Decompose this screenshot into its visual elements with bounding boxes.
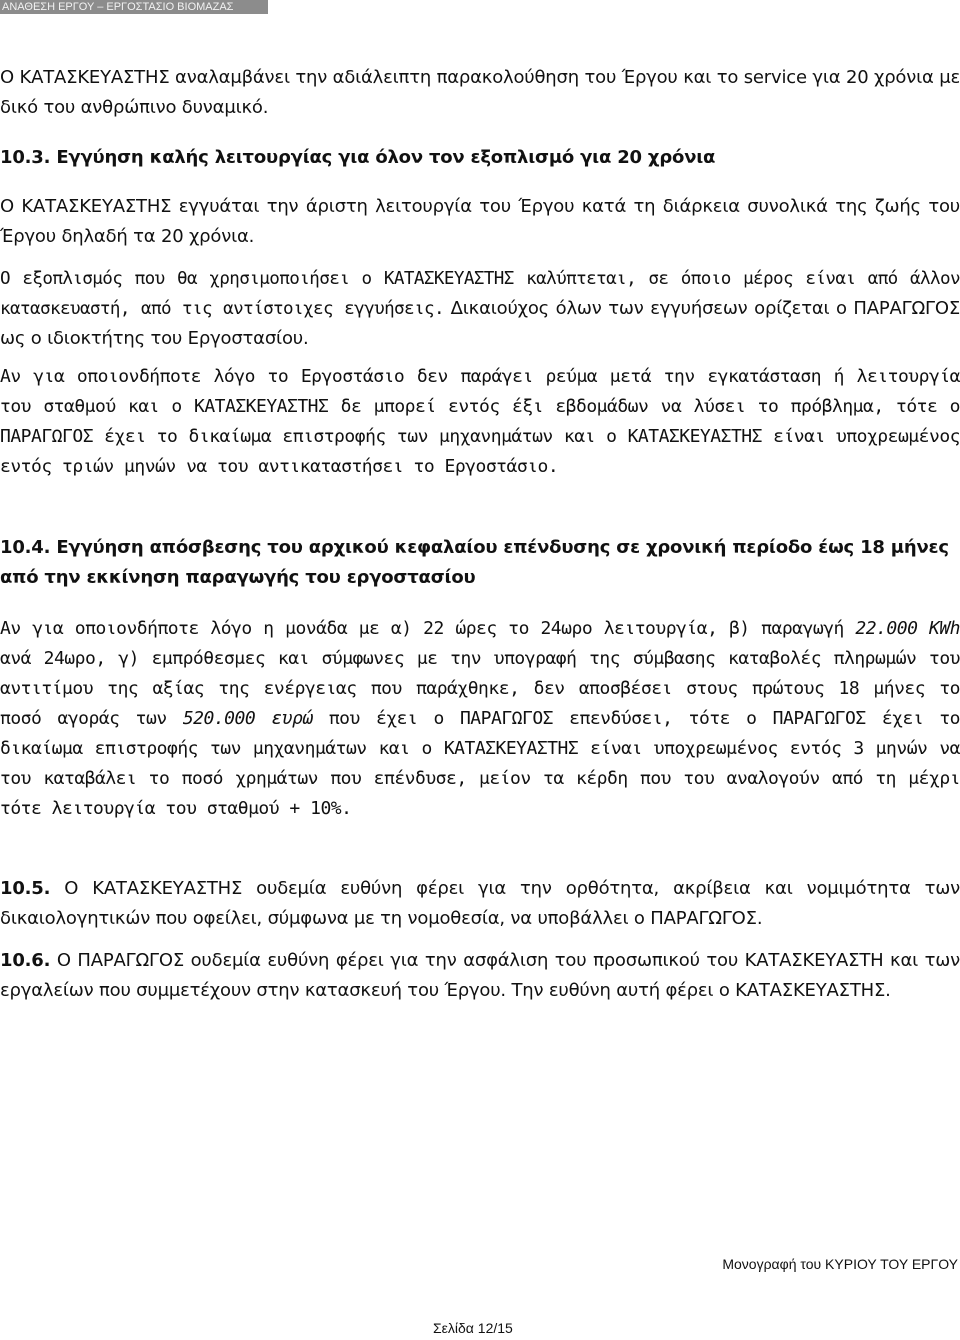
section-title: Εγγύηση καλής λειτουργίας για όλον τον εξοπλισμό για 20 χρόνια [56,147,716,168]
amortization-text-3: που έχει ο ΠΑΡΑΓΩΓΟΣ επενδύσει, τότε ο ΠΑΡΑΓΩΓΟΣ έχει το δικαίωμα επιστροφής των μηχανημάτων και ο ΚΑΤΑΣΚΕΥΑΣΤΗΣ είναι υποχρεωμένος εντός 3 μηνών να του καταβάλει το ποσό χρημάτων που επένδυσε, μείον τα κέρδη που του αναλογούν από τη μέχρι τότε λειτουργία του σταθμού + 10%. [0,708,960,819]
energy-amount: 22.000 KWh [855,618,960,639]
paragraph-service: Ο ΚΑΤΑΣΚΕΥΑΣΤΗΣ αναλαμβάνει την αδιάλειπτη παρακολούθηση του Έργου και το service για 20 χρόνια με δικό του ανθρώπινο δυναμικό. [0,67,960,118]
paragraph-10-6 [0,946,960,1006]
section-text: Ο ΚΑΤΑΣΚΕΥΑΣΤΗΣ ουδεμία ευθύνη φέρει για την ορθότητα, ακρίβεια και νομιμότητα των δικαιολογητικών που οφείλει, σύμφωνα με τη νομοθεσία, να υποβάλλει ο ΠΑΡΑΓΩΓΟΣ. [0,878,960,929]
section-text: Ο ΠΑΡΑΓΩΓΟΣ ουδεμία ευθύνη φέρει για την ασφάλιση του προσωπικού του ΚΑΤΑΣΚΕΥΑΣΤΗ και των εργαλείων που συμμετέχουν στην κατασκευή του Έργου. Την ευθύνη αυτή φέρει ο ΚΑΤΑΣΚΕΥΑΣΤΗΣ. [0,950,960,1001]
running-header [0,0,268,14]
signature-note: Μονογραφή του ΚΥΡΙΟΥ ΤΟΥ ΕΡΓΟΥ [722,1256,958,1272]
paragraph-capital-amortization [0,614,960,824]
investment-amount: 520.000 ευρώ [182,708,313,729]
running-header-text: ΑΝΑΘΕΣΗ ΕΡΓΟΥ – ΕΡΓΟΣΤΑΣΙΟ ΒΙΟΜΑΖΑΣ [2,1,234,13]
section-number: 10.6. [0,950,51,971]
section-heading-10-3 [0,143,960,173]
paragraph-return-equipment: Αν για οποιονδήποτε λόγο το Εργοστάσιο δεν παράγει ρεύμα μετά την εγκατάσταση ή λειτουργία του σταθμού και ο ΚΑΤΑΣΚΕΥΑΣΤΗΣ δε μπορεί εντός έξι εβδομάδων να λύσει το πρόβλημα, τότε ο ΠΑΡΑΓΩΓΟΣ έχει το δικαίωμα επιστροφής των μηχανημάτων και ο ΚΑΤΑΣΚΕΥΑΣΤΗΣ είναι υποχρεωμένος εντός τριών μηνών να του αντικαταστήσει το Εργοστάσιο. [0,366,960,477]
section-number: 10.3. [0,147,51,168]
amortization-text-1: Αν για οποιονδήποτε λόγο η μονάδα με α) 22 ώρες το 24ωρο λειτουργία, β) παραγωγή [0,618,856,639]
section-title: Εγγύηση απόσβεσης του αρχικού κεφαλαίου επένδυσης σε χρονική περίοδο έως 18 μήνες από την εκκίνηση παραγωγής του εργοστασίου [0,537,949,588]
page-number: Σελίδα 12/15 [433,1320,513,1336]
paragraph-beneficiary-text: Δικαιούχος όλων των εγγυήσεων ορίζεται ο ΠΑΡΑΓΩΓΟΣ ως ο ιδιοκτήτης του Εργοστασίου. [0,298,960,349]
paragraph-10-5 [0,874,960,934]
paragraph-warranty: Ο ΚΑΤΑΣΚΕΥΑΣΤΗΣ εγγυάται την άριστη λειτουργία του Έργου κατά τη διάρκεια συνολικά της ζωής του Έργου δηλαδή τα 20 χρόνια. [0,196,960,247]
amortization-text-2: ανά 24ωρο, γ) εμπρόθεσμες και σύμφωνες με την υπογραφή της σύμβασης καταβολές πληρωμών του αντιτίμου της αξίας της ενέργειας που παράχθηκε, δεν αποσβέσει στους πρώτους 18 μήνες το ποσό αγοράς των [0,648,960,729]
section-heading-10-4 [0,533,960,593]
section-number: 10.5. [0,878,51,899]
paragraph-equipment-warranty [0,264,960,354]
paragraph-equipment-text: Ο εξοπλισμός που θα χρησιμοποιήσει ο ΚΑΤΑΣΚΕΥΑΣΤΗΣ καλύπτεται, σε όποιο μέρος είναι από άλλον κατασκευαστή, από τις αντίστοιχες εγγυήσεις. [0,269,960,319]
section-number: 10.4. [0,537,51,558]
